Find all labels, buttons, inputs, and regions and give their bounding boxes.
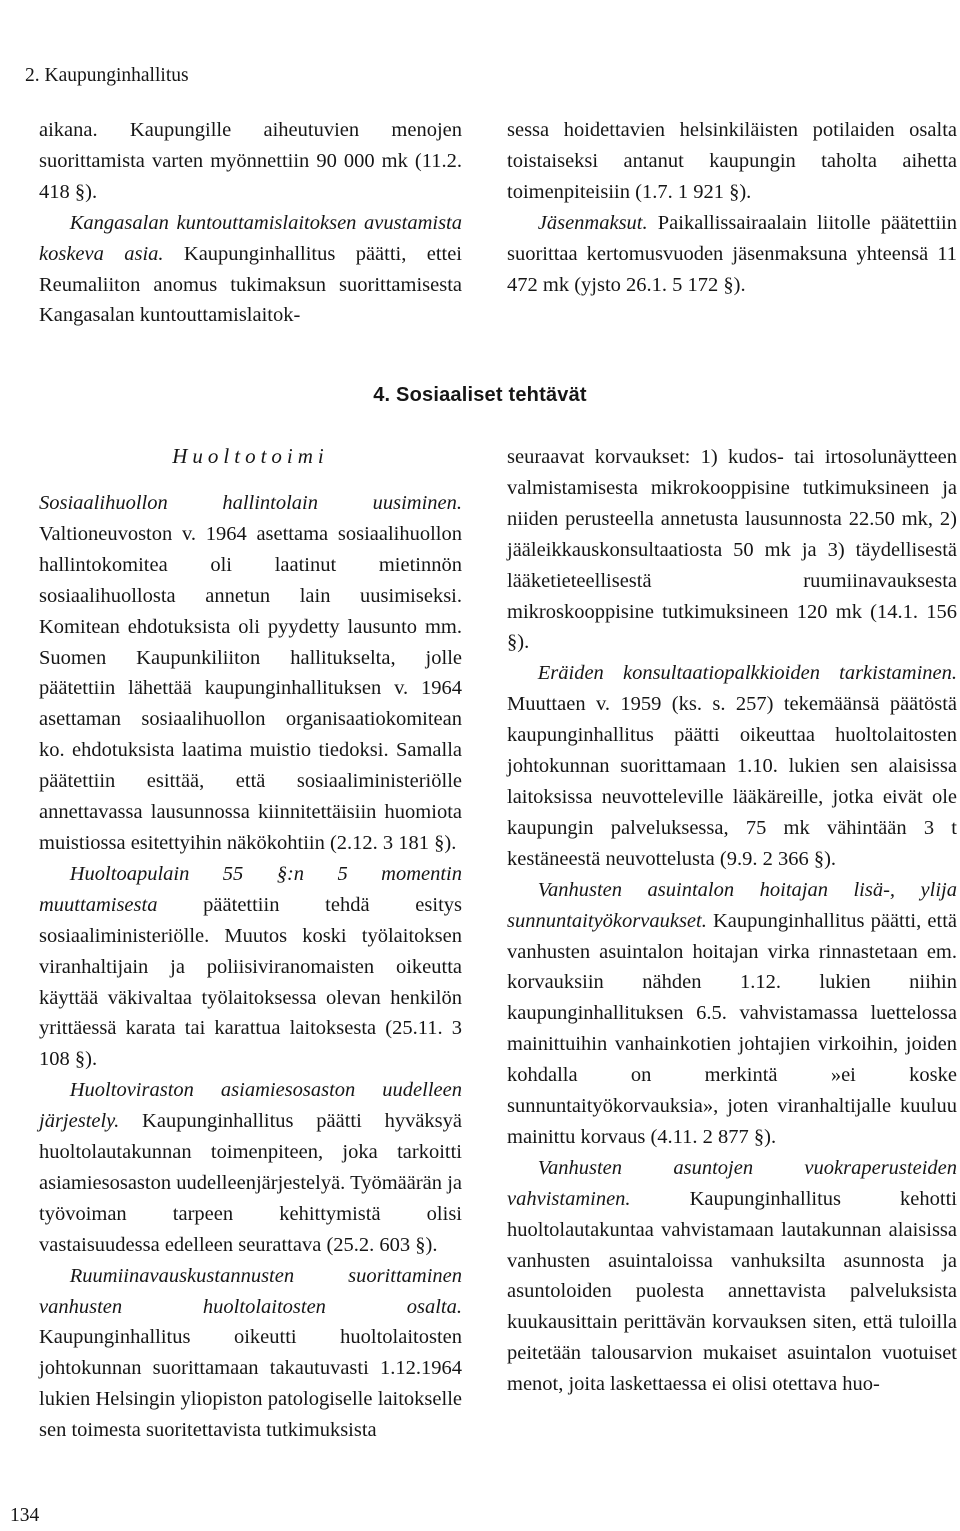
paragraph-text: sessa hoidettavien helsinkiläisten potilaiden osalta toistaiseksi antanut kaupungin taholta aihetta toimenpiteisiin (1.7. 1 921 §). [507, 119, 957, 203]
paragraph-title: Vanhusten asuintalon hoitajan lisä-, ylija sunnuntaityökorvaukset. [507, 878, 957, 932]
section-heading: 4. Sosiaaliset tehtävät [373, 384, 587, 406]
paragraph-title: Huoltoviraston asiamiesosaston uudelleen järjestely. [39, 1079, 462, 1133]
paragraph [39, 488, 462, 859]
top-left-column [39, 115, 462, 331]
paragraph [39, 1075, 462, 1260]
paragraph [507, 208, 957, 301]
paragraph-text: Paikallissairaalain liitolle päätettiin suorittaa kertomusvuoden jäsenmaksuna yhteensä 11 472 mk (yjsto 26.1. 5 172 §). [507, 211, 957, 296]
paragraph [507, 875, 957, 1153]
paragraph-text: Kaupunginhallitus kehotti huoltolautakuntaa vahvistamaan lautakunnan alaisissa vanhusten asuintaloissa vanhuksilta asunnosta ja asuntoloiden puolesta annettavista palveluksista kuukausittain perittävän korvauksen siten, että tuloilla peitetään talousarvion mukaiset asuintalon vuotuiset menot, joita laskettaessa ei olisi otettava huo- [507, 1187, 957, 1396]
paragraph [39, 208, 462, 332]
paragraph-title: Kangasalan kuntouttamislaitoksen avustamista koskeva asia. [39, 211, 462, 265]
bottom-right-column [507, 442, 957, 1400]
paragraph [39, 115, 462, 208]
paragraph-title: Vanhusten asuntojen vuokraperusteiden vahvistaminen. [507, 1156, 957, 1210]
paragraph [507, 442, 957, 658]
paragraph-text: Muuttaen v. 1959 (ks. s. 257) tekemäänsä päätöstä kaupunginhallitus päätti oikeuttaa huoltolaitosten johtokunnan suorittamaan 1.10. lukien sen alaisissa laitoksissa neuvotteleville lääkäreille, jotka eivät ole kaupungin palveluksessa, 75 mk vähintään 3 t kestäneestä neuvottelusta (9.9. 2 366 §). [507, 693, 957, 870]
paragraph-text: Kaupunginhallitus päätti, ettei Reumaliiton anomus tukimaksun suorittamisesta Kangasalan kuntouttamislaitok- [39, 242, 462, 327]
paragraph-title: Eräiden konsultaatiopalkkioiden tarkistaminen. [537, 662, 957, 685]
paragraph-text: Kaupunginhallitus päätti, että vanhusten asuintalon hoitajan virka rinnastetaan em. korvauksiin nähden 1.12. lukien niihin kaupunginhallituksen 6.5. vahvistamassa luettelossa mainittuihin vanhainkotien johtajien virkoihin, joiden kohdalla on merkintä »ei koske sunnuntaityökorvauksia», joten viranhaltijalle kuuluu mainittu korvaus (4.11. 2 877 §). [507, 909, 957, 1148]
paragraph-text: Kaupunginhallitus päätti hyväksyä huoltolautakunnan toimenpiteen, joka tarkoitti asiamiesosaston uudelleenjärjestelyä. Työmäärän ja työvoiman tarpeen kehittymistä olisi vastaisuudessa edelleen seurattava (25.2. 603 §). [39, 1110, 462, 1256]
paragraph-text: päätettiin tehdä esitys sosiaaliministeriölle. Muutos koski työlaitoksen viranhaltijain ja poliisiviranomaisten oikeutta käyttää väkivaltaa työlaitoksessa olevan henkilön yrittäessä karata tai karattua laitoksesta (25.11. 3 108 §). [39, 893, 462, 1071]
paragraph-text: seuraavat korvaukset: 1) kudos- tai irtosolunäytteen valmistamisesta mikrokooppisine tutkimuksineen ja niiden perusteella annetusta lausunnosta 22.50 mk, 2) jääleikkauskonsultaatiosta 50 mk ja 3) täydellisestä lääketieteellisestä ruumiinavauksesta mikroskooppisine tutkimuksineen 120 mk (14.1. 156 §). [507, 446, 957, 654]
paragraph-text: Kaupunginhallitus oikeutti huoltolaitosten johtokunnan suorittamaan takautuvasti 1.12.1964 lukien Helsingin yliopiston patologiselle laitokselle sen toimesta suoritettavista tutkimuksista [39, 1326, 462, 1442]
paragraph-text: Valtioneuvoston v. 1964 asettama sosiaalihuollon hallintokomitea oli laatinut mietinnön sosiaalihuollosta annetun lain uusimiseksi. Komitean ehdotuksista oli pyydetty lausunto mm. Suomen Kaupunkiliiton hallitukselta, jolle päätettiin lähettää kaupunginhallituksen v. 1964 asettaman sosiaalihuollon organisaatiokomitean ko. ehdotuksista laatima muistio tiedoksi. Samalla päätettiin esittää, että sosiaaliministeriölle annettavassa lausunnossa kiinnitettäisiin huomiota muistiossa esitettyihin näkökohtiin (2.12. 3 181 §). [39, 522, 462, 854]
running-header: 2. Kaupunginhallitus [25, 65, 189, 86]
paragraph-title: Sosiaalihuollon hallintolain uusiminen. [39, 492, 462, 514]
paragraph-title: Jäsenmaksut. [537, 211, 648, 234]
paragraph [39, 1261, 462, 1446]
paragraph [507, 658, 957, 874]
bottom-left-column [39, 488, 462, 1446]
paragraph [507, 115, 957, 208]
paragraph [39, 859, 462, 1075]
paragraph-text: aikana. Kaupungille aiheutuvien menojen suorittamista varten myönnettiin 90 000 mk (11.2. 418 §). [39, 119, 462, 203]
paragraph-title: Huoltoapulain 55 §:n 5 momentin muuttamisesta [39, 862, 462, 916]
page-number: 134 [10, 1505, 40, 1526]
subsection-heading: Huoltotoimi [172, 444, 329, 468]
paragraph-title: Ruumiinavauskustannusten suorittaminen vanhusten huoltolaitosten osalta. [39, 1264, 462, 1318]
paragraph [507, 1153, 957, 1400]
top-right-column [507, 115, 957, 300]
